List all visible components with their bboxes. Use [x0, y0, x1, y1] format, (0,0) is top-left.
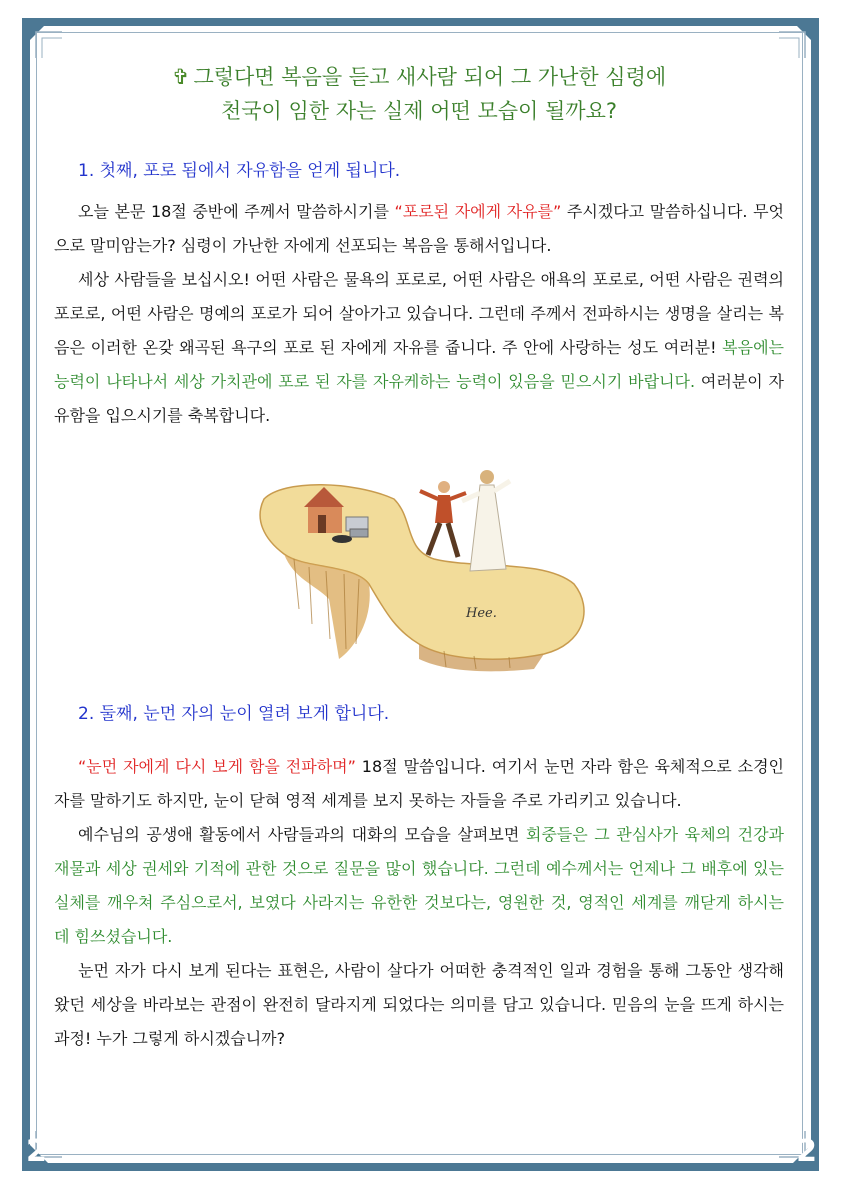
text-span: 세상 사람들을 보십시오! 어떤 사람은 물욕의 포로로, 어떤 사람은 애욕의 포로로, 어떤 사람은 권력의 포로로, 어떤 사람은 명예의 포로가 되어 살아가고 있습니다. 그런데 주께서 전파하시는 생명을 살리는 복음은 이러한 온갖 왜곡된 욕구의 포로 된 자에게 자유를 줍니다. 주 안에 사랑하는 성도 여러분! — [54, 270, 784, 357]
text-span: 오늘 본문 18절 중반에 주께서 말씀하시기를 — [78, 202, 395, 221]
text-span: 18절 말씀입니다. 여기서 눈먼 자라 함은 육체적으로 소경인 자를 말하기도 하지만, 눈이 닫혀 영적 세계를 보지 못하는 자들을 주로 가리키고 있습니다. — [54, 757, 784, 810]
emphasis-text: 회중들은 그 관심사가 육체의 건강과 재물과 세상 권세와 기적에 관한 것으로 질문을 많이 했습니다. 그런데 예수께서는 언제나 그 배후에 있는 실체를 깨우쳐 주심으로서, 보였다 사라지는 유한한 것보다는, 영원한 것, 영적인 세계를 깨닫게 하시는 데 힘쓰셨습니다. — [54, 825, 784, 946]
title-line-1: 그렇다면 복음을 듣고 새사람 되어 그 가난한 심령에 — [193, 65, 667, 89]
title-line-2: 천국이 임한 자는 실제 어떤 모습이 될까요? — [220, 99, 618, 123]
section-2-paragraph-1 — [54, 750, 784, 818]
emphasis-text: 복음에는 능력이 나타나서 세상 가치관에 포로 된 자를 자유케하는 능력이 있음을 믿으시기 바랍니다. — [54, 338, 784, 391]
section-1-paragraph-2 — [54, 263, 784, 433]
page-number-left: 2 — [26, 1134, 47, 1169]
section-2-paragraph-3: 눈먼 자가 다시 보게 된다는 표현은, 사람이 살다가 어떠한 충격적인 일과 경험을 통해 그동안 생각해왔던 세상을 바라보는 관점이 완전히 달라지게 되었다는 의미를 담고 있습니다. 믿음의 눈을 뜨게 하시는 과정! 누가 그렇게 하시겠습니까? — [54, 961, 784, 1048]
page-title — [54, 60, 784, 128]
artist-signature: Hee. — [466, 606, 497, 621]
section-2-heading: 2. 둘째, 눈먼 자의 눈이 열려 보게 합니다. — [78, 704, 390, 724]
freedom-illustration — [244, 459, 594, 679]
section-1-paragraph-1 — [54, 195, 784, 263]
page-content — [54, 60, 784, 1056]
scripture-quote: “포로된 자에게 자유를” — [394, 202, 562, 221]
corner-ornament-top-right — [773, 18, 819, 64]
section-1-heading: 1. 첫째, 포로 됨에서 자유함을 얻게 됩니다. — [78, 161, 401, 181]
section-2-paragraph-2 — [54, 818, 784, 954]
scripture-quote: “눈먼 자에게 다시 보게 함을 전파하며” — [78, 757, 356, 776]
corner-ornament-top-left — [22, 18, 68, 64]
text-span: 여러분이 자유함을 입으시기를 축복합니다. — [54, 372, 784, 425]
page-number-right: 2 — [796, 1134, 817, 1169]
text-span: 주시겠다고 말씀하십니다. 무엇으로 말미암는가? 심령이 가난한 자에게 선포되는 복음을 통해서입니다. — [54, 202, 784, 255]
text-span: 예수님의 공생애 활동에서 사람들과의 대화의 모습을 살펴보면 — [78, 825, 526, 844]
cross-icon: ✞ — [171, 65, 190, 89]
